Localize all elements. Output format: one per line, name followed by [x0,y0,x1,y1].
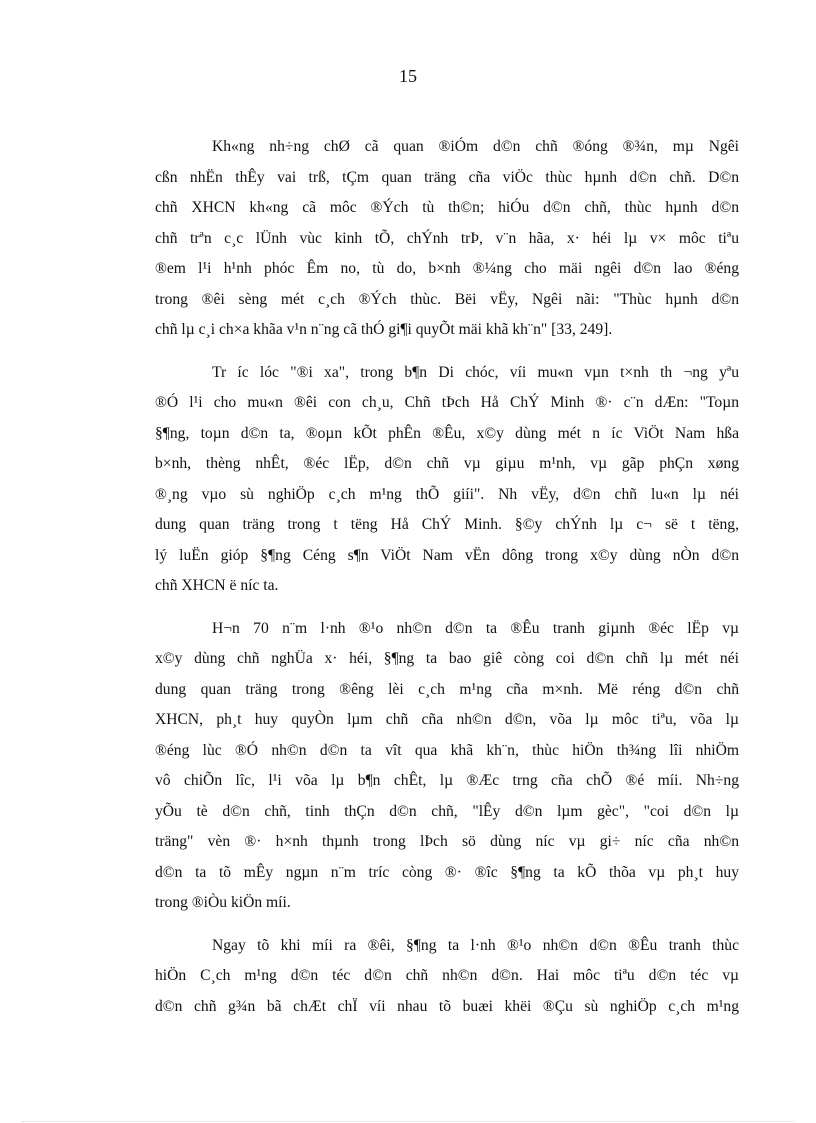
body-text [155,132,739,1034]
text-line: lý luËn gióp §¶ng Céng s¶n ViÖt Nam vËn dông trong x©y dùng nÒn d©n [155,546,739,564]
text-line: trong ®iÒu kiÖn míi. [155,894,291,911]
text-line: §¶ng, toµn d©n ta, ®oµn kÕt phÊn ®Êu, x©y dùng mét n íc ViÖt Nam hßa [155,424,739,442]
text-line: ®¸ng vµo sù nghiÖp c¸ch m¹ng thÕ giíi". Nh vËy, d©n chñ lu«n lµ néi [155,485,739,503]
text-line: chñ trªn c¸c lÜnh vùc kinh tÕ, chÝnh trÞ, v¨n hãa, x· héi lµ v× môc tiªu [155,229,739,247]
text-line: d©n chñ g¾n bã chÆt chÏ víi nhau tõ buæi khëi ®Çu sù nghiÖp c¸ch m¹ng [155,997,739,1015]
paragraph-4 [155,931,739,1023]
text-line: chñ XHCN kh«ng cã môc ®Ých tù th©n; hiÓu d©n chñ, thùc hµnh d©n [155,199,739,216]
text-line: x©y dùng chñ nghÜa x· héi, §¶ng ta bao giê còng coi d©n chñ lµ mét néi [155,650,739,667]
text-line: hiÖn C¸ch m¹ng d©n téc d©n chñ nh©n d©n. Hai môc tiªu d©n téc vµ [155,967,739,984]
text-line: chñ XHCN ë níc ta. [155,577,279,594]
paragraph-3 [155,614,739,919]
text-line: cßn nhËn thÊy vai trß, tÇm quan träng cña viÖc thùc hµnh d©n chñ. D©n [155,168,739,186]
text-line: chñ lµ c¸i ch×a khãa v¹n n¨ng cã thÓ gi¶i quyÕt mäi khã kh¨n" [33, 249]. [155,321,613,338]
paragraph-2 [155,358,739,602]
text-line: ®Ó l¹i cho mu«n ®êi con ch¸u, Chñ tÞch Hå ChÝ Minh ®· c¨n dÆn: "Toµn [155,394,739,411]
text-line: vô chiÕn lîc, l¹i võa lµ b¶n chÊt, lµ ®Æc trng cña chÕ ®é míi. Nh÷ng [155,772,739,789]
text-line: b×nh, thèng nhÊt, ®éc lËp, d©n chñ vµ giµu m¹nh, vµ gãp phÇn xøng [155,455,739,472]
text-line: d©n ta tõ mÊy ngµn n¨m tríc còng ®· ®îc §¶ng ta kÕ thõa vµ ph¸t huy [155,863,739,881]
text-line: ®éng lùc ®Ó nh©n d©n ta vît qua khã kh¨n, thùc hiÖn th¾ng lîi nhiÖm [155,741,739,759]
text-line: ®em l¹i h¹nh phóc Êm no, tù do, b×nh ®¼ng cho mäi ngêi d©n lao ®éng [155,260,739,277]
text-line: träng" vèn ®· h×nh thµnh trong lÞch sö dùng níc vµ gi÷ níc cña nh©n [155,833,739,850]
text-line: Kh«ng nh÷ng chØ cã quan ®iÓm d©n chñ ®óng ®¾n, mµ Ngêi [212,138,739,155]
text-line: yÕu tè d©n chñ, tinh thÇn d©n chñ, "lÊy d©n lµm gèc", "coi d©n lµ [155,802,739,820]
text-line: XHCN, ph¸t huy quyÒn lµm chñ cña nh©n d©n, võa lµ môc tiªu, võa lµ [155,711,739,728]
text-line: Tr íc lóc "®i xa", trong b¶n Di chóc, víi mu«n vµn t×nh th ¬ng yªu [212,363,739,381]
text-line: trong ®êi sèng mét c¸ch ®Ých thùc. Bëi vËy, Ngêi nãi: "Thùc hµnh d©n [155,290,739,308]
text-line: H¬n 70 n¨m l·nh ®¹o nh©n d©n ta ®Êu tranh giµnh ®éc lËp vµ [212,619,739,637]
text-line: dung quan träng trong t tëng Hå ChÝ Minh. §©y chÝnh lµ c¬ së t tëng, [155,516,739,533]
text-line: Ngay tõ khi míi ra ®êi, §¶ng ta l·nh ®¹o nh©n d©n ®Êu tranh thùc [212,936,739,954]
text-line: dung quan träng trong ®êng lèi c¸ch m¹ng cña m×nh. Më réng d©n chñ [155,680,739,698]
paragraph-1 [155,132,739,346]
page-number: 15 [399,66,417,86]
page-bottom-divider [22,1121,794,1122]
